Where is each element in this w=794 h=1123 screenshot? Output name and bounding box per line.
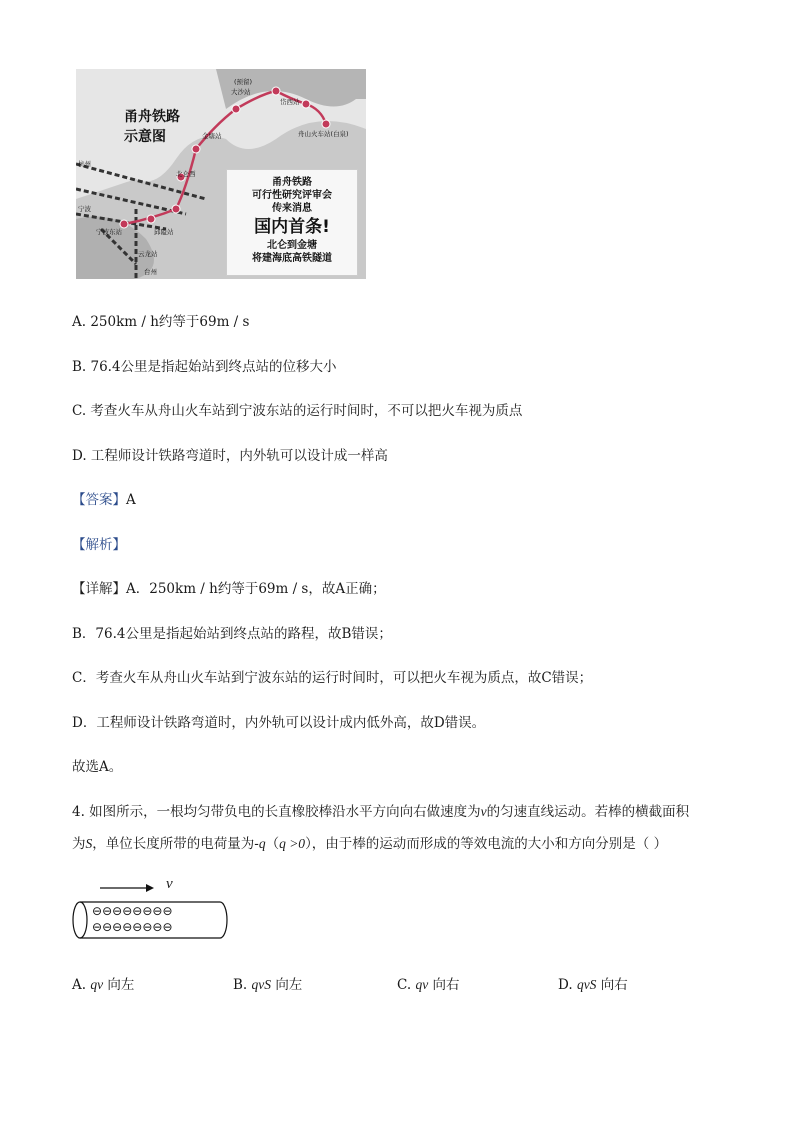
rod-velocity-label: v — [166, 876, 173, 892]
negative-charge-icon: ⊖ — [152, 920, 163, 934]
option-c-label: C. — [397, 977, 412, 993]
negative-charge-icon: ⊖ — [112, 904, 123, 918]
option-a-q3: A. 250km / h约等于69m / s — [72, 314, 250, 330]
station-label-daixi: 岱西站 — [280, 98, 300, 106]
answer-line — [72, 488, 136, 508]
negative-charge-icon: ⊖ — [162, 920, 173, 934]
q4-charge-symbol: q — [258, 836, 266, 851]
negative-charge-icon: ⊖ — [162, 904, 173, 918]
conclusion: 故选A。 — [72, 759, 123, 775]
negative-charge-icon: ⊖ — [112, 920, 123, 934]
option-d-label: D. — [558, 977, 573, 993]
option-b-label: B. — [233, 977, 248, 993]
map-label-hangzhou: 杭州 — [78, 160, 91, 168]
news-box — [226, 169, 358, 276]
rod-figure — [70, 878, 240, 948]
option-b-q3: B. 76.4公里是指起始站到终点站的位移大小 — [72, 359, 337, 375]
map-label-ningbo: 宁波 — [78, 205, 91, 213]
q4-line2-mid2: （ — [265, 836, 280, 852]
option-a-label: A. — [72, 977, 87, 993]
explain-b: B．76.4公里是指起始站到终点站的路程，故B错误； — [72, 626, 392, 642]
station-label-zhoushan: 舟山火车站(白泉) — [298, 130, 349, 138]
station-label-dasha: 大沙站 — [231, 88, 251, 96]
answer-value: A — [126, 492, 136, 508]
negative-charge-icon: ⊖ — [102, 920, 113, 934]
q4-line2-mid1: ，单位长度所带的电荷量为- — [92, 836, 259, 852]
detail-label: 【详解】 — [72, 581, 126, 597]
q4-line2-post: ），由于棒的运动而形成的等效电流的大小和方向分别是（ ） — [305, 836, 668, 852]
news-line-3: 传来消息 — [272, 203, 312, 214]
station-label-ningbodong: 宁波东站 — [96, 228, 122, 236]
negative-charge-icon: ⊖ — [132, 904, 143, 918]
option-b-q4 — [233, 973, 302, 993]
station-label-reserved: (预留) — [234, 78, 253, 86]
option-d-q3: D. 工程师设计铁路弯道时，内外轨可以设计成一样高 — [72, 448, 388, 464]
option-a-q4 — [72, 973, 134, 993]
charge-row — [92, 903, 222, 919]
option-c-q3: C. 考查火车从舟山火车站到宁波东站的运行时间时，不可以把火车视为质点 — [72, 403, 523, 419]
option-d-math: qvS — [576, 977, 597, 992]
negative-charge-icon: ⊖ — [142, 920, 153, 934]
negative-charge-icon: ⊖ — [122, 904, 133, 918]
map-title-line-2: 示意图 — [124, 129, 166, 145]
negative-charge-icon: ⊖ — [152, 904, 163, 918]
map-title — [124, 107, 180, 147]
option-a-math: qv — [90, 977, 104, 992]
news-headline: 国内首条! — [254, 217, 330, 237]
negative-charge-icon: ⊖ — [142, 904, 153, 918]
negative-charge-icon: ⊖ — [132, 920, 143, 934]
news-sub-2: 将建海底高铁隧道 — [252, 253, 332, 264]
station-label-qiuai: 邱隘站 — [154, 228, 174, 236]
charge-row — [92, 919, 222, 935]
station-label-beilunxi: 北仑西 — [176, 170, 196, 178]
q4-area-symbol: S — [85, 836, 93, 851]
station-label-jintang: 金塘站 — [202, 132, 222, 140]
negative-charge-icon: ⊖ — [102, 904, 113, 918]
q4-line2-pre: 为 — [72, 836, 86, 852]
option-b-direction: 向左 — [275, 977, 303, 993]
negative-charge-icon: ⊖ — [92, 920, 103, 934]
news-sub-1: 北仑到金塘 — [267, 240, 317, 251]
q4-line-2 — [72, 832, 667, 852]
news-line-1: 甬舟铁路 — [272, 177, 312, 188]
option-b-math: qvS — [251, 977, 272, 992]
detail-text: A．250km / h约等于69m / s，故A正确； — [126, 581, 386, 597]
explain-d: D．工程师设计铁路弯道时，内外轨可以设计成内低外高，故D错误。 — [72, 715, 486, 731]
option-c-q4 — [397, 973, 459, 993]
negative-charge-icon: ⊖ — [122, 920, 133, 934]
answer-label: 【答案】 — [72, 492, 126, 508]
option-d-direction: 向右 — [600, 977, 628, 993]
news-line-2: 可行性研究评审会 — [252, 190, 332, 201]
map-label-taizhou: 台州 — [144, 268, 157, 276]
railway-map-figure — [76, 69, 366, 279]
q4-line-1 — [72, 800, 689, 820]
negative-charge-icon: ⊖ — [92, 904, 103, 918]
option-c-math: qv — [415, 977, 429, 992]
q4-line1-post: 的匀速直线运动。若棒的横截面积 — [486, 804, 690, 820]
q4-velocity-symbol: v — [480, 804, 487, 819]
q4-condition: q >0 — [279, 836, 306, 851]
option-d-q4 — [558, 973, 628, 993]
analysis-label: 【解析】 — [72, 537, 126, 553]
map-title-line-1: 甬舟铁路 — [124, 109, 180, 125]
explain-c: C．考查火车从舟山火车站到宁波东站的运行时间时，可以把火车视为质点，故C错误； — [72, 670, 593, 686]
q4-line1-pre: 4. 如图所示，一根均匀带负电的长直橡胶棒沿水平方向向右做速度为 — [72, 804, 481, 820]
charge-rows — [92, 903, 222, 935]
station-label-yunlong: 云龙站 — [138, 250, 158, 258]
option-a-direction: 向左 — [107, 977, 135, 993]
detail-line — [72, 577, 386, 597]
option-c-direction: 向右 — [432, 977, 460, 993]
